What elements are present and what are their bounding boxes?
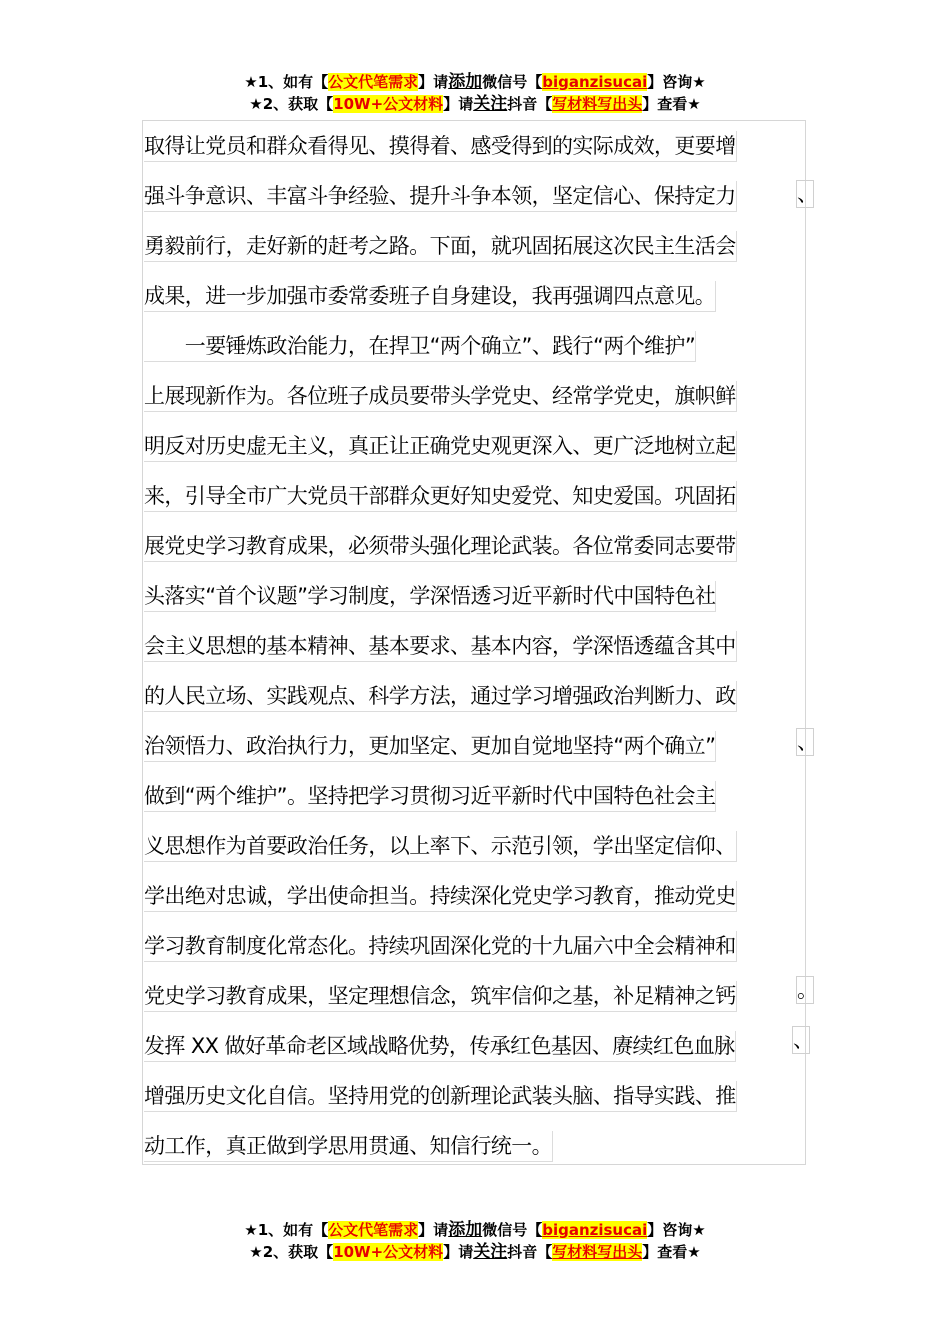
body-line: 会主义思想的基本精神、基本要求、基本内容，学深悟透蕴含其中 — [144, 631, 737, 662]
banner-text: ★2、获取【 — [249, 95, 334, 113]
body-line: 学出绝对忠诚，学出使命担当。持续深化党史学习教育，推动党史 — [144, 881, 737, 912]
banner-emphasis: 添加 — [448, 1220, 483, 1240]
banner-highlight: 写材料写出头 — [552, 95, 643, 113]
banner-highlight: 公文代笔需求 — [328, 1221, 419, 1239]
banner-text: 抖音【 — [507, 95, 553, 113]
banner-highlight: biganzisucai — [542, 73, 648, 91]
body-line: 上展现新作为。各位班子成员要带头学党史、经常学党史，旗帜鲜 — [144, 381, 737, 412]
banner-text: ★2、获取【 — [249, 1243, 334, 1261]
banner-line-2 — [0, 1241, 950, 1263]
banner-highlight: 写材料写出头 — [552, 1243, 643, 1261]
banner-highlight: 公文代笔需求 — [328, 73, 419, 91]
banner-text: ★1、如有【 — [244, 73, 329, 91]
banner-text: 微信号【 — [482, 1221, 543, 1239]
overflow-punctuation: 、 — [797, 182, 818, 206]
banner-text: 】查看★ — [642, 1243, 701, 1261]
banner-emphasis: 添加 — [448, 72, 483, 92]
body-line: 党史学习教育成果，坚定理想信念，筑牢信仰之基，补足精神之钙 — [144, 981, 737, 1012]
header-banner — [0, 71, 950, 115]
banner-text: 】查看★ — [642, 95, 701, 113]
body-line: 义思想作为首要政治任务，以上率下、示范引领，学出坚定信仰、 — [144, 831, 737, 862]
banner-line-1 — [0, 71, 950, 93]
body-line: 发挥 XX 做好革命老区域战略优势，传承红色基因、赓续红色血脉 — [144, 1031, 736, 1062]
banner-highlight: 10W+公文材料 — [333, 95, 444, 113]
banner-line-1 — [0, 1219, 950, 1241]
banner-text: 】咨询★ — [647, 1221, 706, 1239]
banner-text: 】咨询★ — [647, 73, 706, 91]
body-line: 勇毅前行，走好新的赶考之路。下面，就巩固拓展这次民主生活会 — [144, 231, 737, 262]
banner-text: 】请 — [443, 95, 474, 113]
body-line: 做到“两个维护”。坚持把学习贯彻习近平新时代中国特色社会主 — [144, 781, 716, 812]
overflow-punctuation: 、 — [793, 1028, 814, 1052]
body-line: 强斗争意识、丰富斗争经验、提升斗争本领，坚定信心、保持定力 — [144, 181, 737, 212]
banner-highlight: biganzisucai — [542, 1221, 648, 1239]
overflow-punctuation: 、 — [797, 730, 818, 754]
banner-text: 微信号【 — [482, 73, 543, 91]
body-line: 取得让党员和群众看得见、摸得着、感受得到的实际成效，更要增 — [144, 131, 737, 162]
banner-emphasis: 关注 — [473, 1242, 508, 1262]
body-line: 成果，进一步加强市委常委班子自身建设，我再强调四点意见。 — [144, 281, 716, 312]
body-line: 治领悟力、政治执行力，更加坚定、更加自觉地坚持“两个确立” — [144, 731, 716, 762]
body-line: 明反对历史虚无主义，真正让正确党史观更深入、更广泛地树立起 — [144, 431, 737, 462]
banner-emphasis: 关注 — [473, 94, 508, 114]
body-line: 来，引导全市广大党员干部群众更好知史爱党、知史爱国。巩固拓 — [144, 481, 737, 512]
banner-text: 抖音【 — [507, 1243, 553, 1261]
body-line: 展党史学习教育成果，必须带头强化理论武装。各位常委同志要带 — [144, 531, 737, 562]
banner-text: ★1、如有【 — [244, 1221, 329, 1239]
banner-text: 】请 — [418, 73, 449, 91]
footer-banner — [0, 1219, 950, 1263]
body-line: 学习教育制度化常态化。持续巩固深化党的十九届六中全会精神和 — [144, 931, 737, 962]
overflow-punctuation: 。 — [797, 978, 818, 1002]
body-line: 一要锤炼政治能力，在捍卫“两个确立”、践行“两个维护” — [144, 331, 696, 362]
banner-text: 】请 — [418, 1221, 449, 1239]
body-line: 头落实“首个议题”学习制度，学深悟透习近平新时代中国特色社 — [144, 581, 716, 612]
body-line: 动工作，真正做到学思用贯通、知信行统一。 — [144, 1131, 553, 1162]
banner-line-2 — [0, 93, 950, 115]
banner-highlight: 10W+公文材料 — [333, 1243, 444, 1261]
banner-text: 】请 — [443, 1243, 474, 1261]
body-line: 增强历史文化自信。坚持用党的创新理论武装头脑、指导实践、推 — [144, 1081, 737, 1112]
body-line: 的人民立场、实践观点、科学方法，通过学习增强政治判断力、政 — [144, 681, 737, 712]
